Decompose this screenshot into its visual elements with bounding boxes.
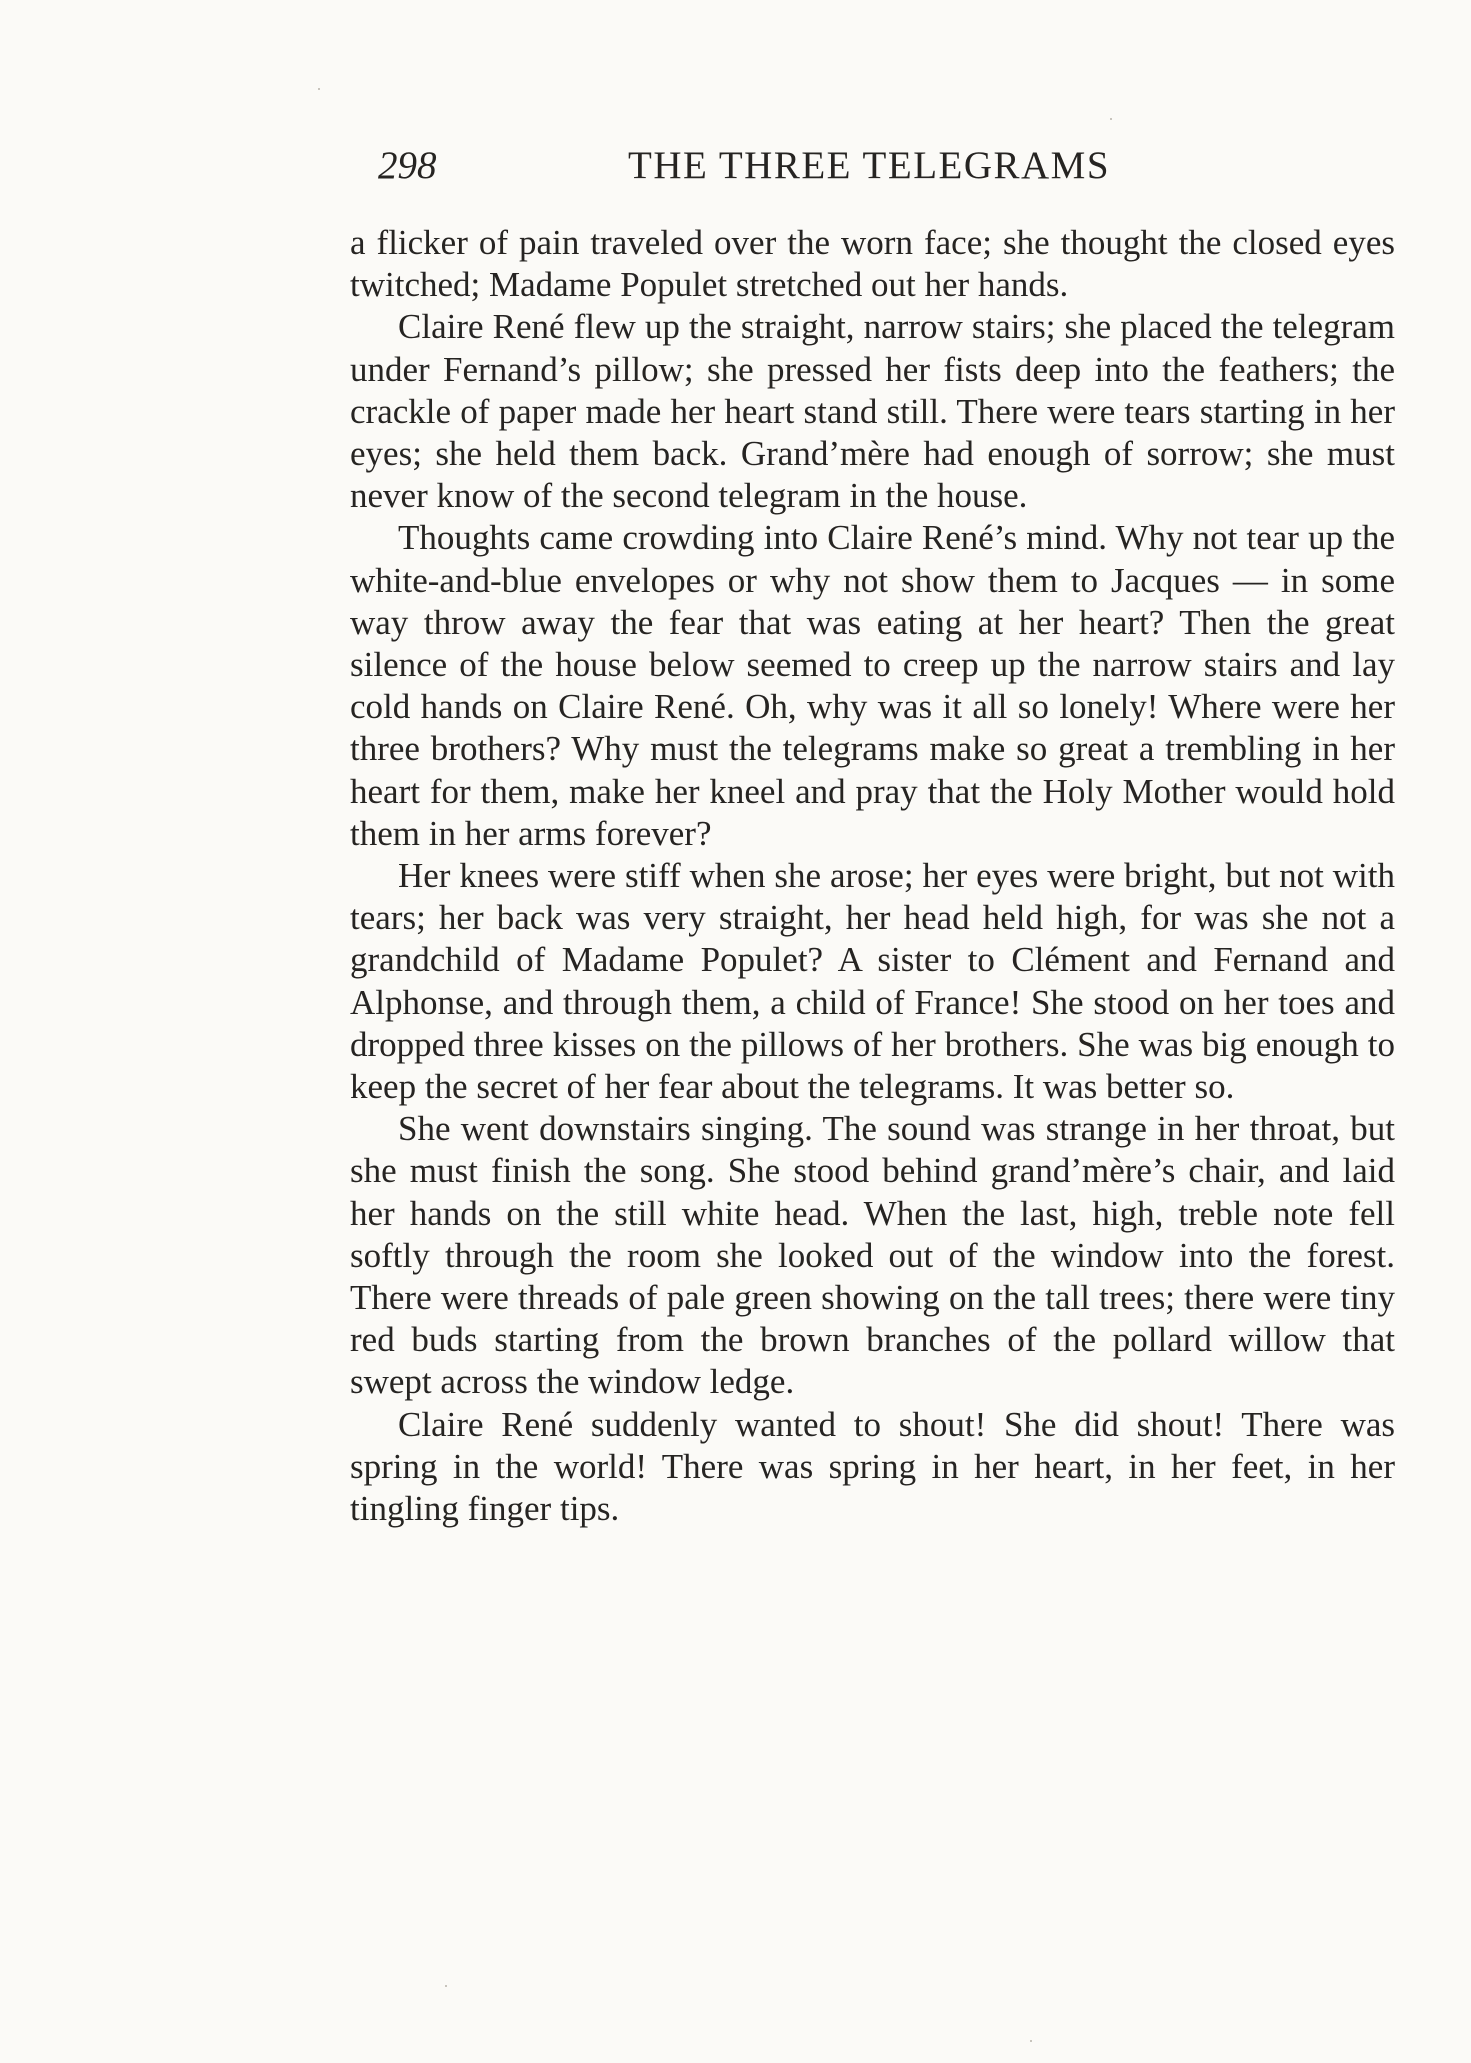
paper-speck <box>318 88 320 90</box>
paragraph: Claire René flew up the straight, narrow stairs; she placed the telegram under Fernand’s pillow; she pressed her fists deep into the feathers; the crackle of paper made her heart stand still. There were tears starting in her eyes; she held them back. Grand’mère had enough of sorrow; she must never know of the second telegram in the house. <box>350 307 1395 516</box>
paper-speck <box>445 1985 447 1987</box>
paragraph: Claire René suddenly wanted to shout! She did shout! There was spring in the world! There was spring in her heart, in her feet, in her tingling finger tips. <box>350 1404 1395 1529</box>
paper-speck <box>1030 2040 1032 2042</box>
running-title: THE THREE TELEGRAMS <box>628 144 1111 187</box>
paper-speck <box>1110 118 1112 120</box>
paragraph: Her knees were stiff when she arose; her eyes were bright, but not with tears; her back was very straight, her head held high, for was she not a grandchild of Madame Populet? A sister to Clément and Fernand and Alphonse, and through them, a child of France! She stood on her toes and dropped three kisses on the pillows of her brothers. She was big enough to keep the secret of her fear about the telegrams. It was better so. <box>350 856 1395 1107</box>
paragraph-continued: a flicker of pain traveled over the worn face; she thought the closed eyes twitched; Madame Populet stretched out her hands. <box>350 223 1395 305</box>
page-number: 298 <box>378 144 437 187</box>
paragraph: She went downstairs singing. The sound was strange in her throat, but she must finish the song. She stood behind grand’mère’s chair, and laid her hands on the still white head. When the last, high, treble note fell softly through the room she looked out of the window into the forest. There were threads of pale green showing on the tall trees; there were tiny red buds starting from the brown branches of the pollard willow that swept across the window ledge. <box>350 1109 1395 1402</box>
body-text <box>350 222 1395 1530</box>
paragraph: Thoughts came crowding into Claire René’s mind. Why not tear up the white-and-blue envelopes or why not show them to Jacques — in some way throw away the fear that was eating at her heart? Then the great silence of the house below seemed to creep up the narrow stairs and lay cold hands on Claire René. Oh, why was it all so lonely! Where were her three brothers? Why must the telegrams make so great a trembling in her heart for them, make her kneel and pray that the Holy Mother would hold them in her arms forever? <box>350 518 1395 853</box>
running-head <box>378 140 1188 192</box>
